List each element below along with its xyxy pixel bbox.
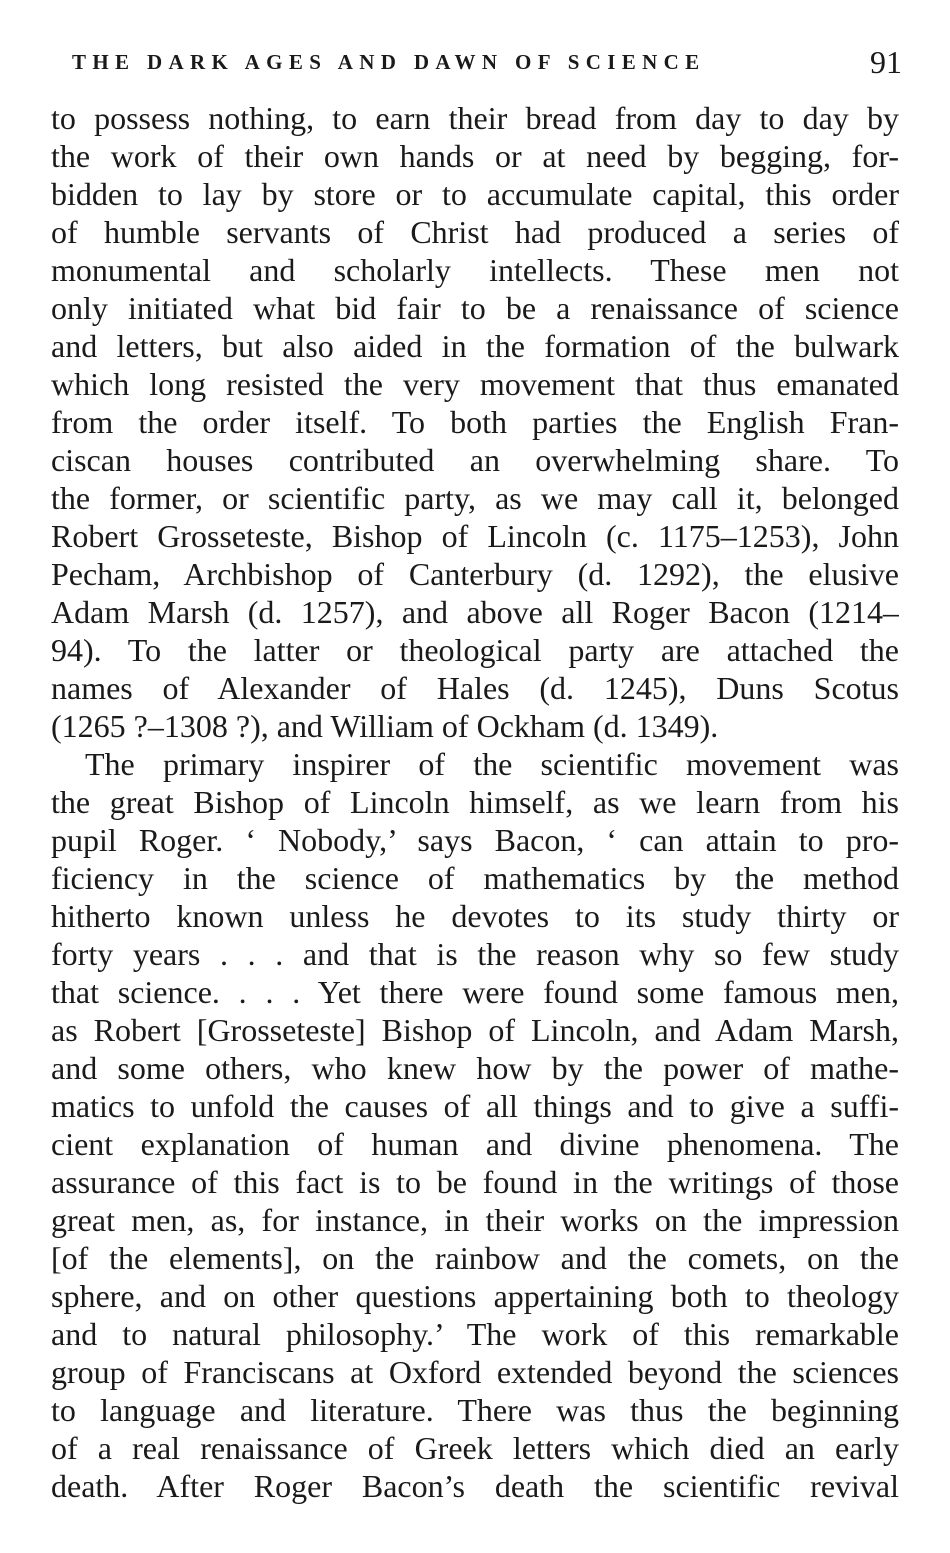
running-title: THE DARK AGES AND DAWN OF SCIENCE <box>72 50 706 74</box>
text-line: [of the elements], on the rainbow and the comets, on the <box>51 1240 899 1276</box>
text-line: Pecham, Archbishop of Canterbury (d. 1292), the elusive <box>51 556 899 592</box>
text-line: matics to unfold the causes of all things and to give a suffi- <box>51 1088 899 1124</box>
text-line: the former, or scientific party, as we may call it, belonged <box>51 480 899 516</box>
text-line: monumental and scholarly intellects. These men not <box>51 252 899 288</box>
body-text <box>51 99 899 1505</box>
text-line: Robert Grosseteste, Bishop of Lincoln (c. 1175–1253), John <box>51 518 899 554</box>
text-line: ciscan houses contributed an overwhelming share. To <box>51 442 899 478</box>
text-line: and some others, who knew how by the power of mathe- <box>51 1050 899 1086</box>
text-line: and to natural philosophy.’ The work of this remarkable <box>51 1316 899 1352</box>
text-line: cient explanation of human and divine phenomena. The <box>51 1126 899 1162</box>
text-line: the great Bishop of Lincoln himself, as we learn from his <box>51 784 899 820</box>
paragraph-2 <box>51 745 899 1505</box>
text-line: group of Franciscans at Oxford extended beyond the sciences <box>51 1354 899 1390</box>
text-line: and letters, but also aided in the formation of the bulwark <box>51 328 899 364</box>
paragraph-1 <box>51 99 899 745</box>
text-line: pupil Roger. ‘ Nobody,’ says Bacon, ‘ can attain to pro- <box>51 822 899 858</box>
text-line: of a real renaissance of Greek letters which died an early <box>51 1430 899 1466</box>
text-line: Adam Marsh (d. 1257), and above all Roger Bacon (1214– <box>51 594 899 630</box>
text-line: sphere, and on other questions appertaining both to theology <box>51 1278 899 1314</box>
text-line: to language and literature. There was thus the beginning <box>51 1392 899 1428</box>
text-line: hitherto known unless he devotes to its study thirty or <box>51 898 899 934</box>
text-line: to possess nothing, to earn their bread from day to day by <box>51 100 899 136</box>
text-line: (1265 ?–1308 ?), and William of Ockham (d. 1349). <box>51 708 719 744</box>
text-line: ficiency in the science of mathematics by the method <box>51 860 899 896</box>
page-number: 91 <box>870 44 902 80</box>
text-line: the work of their own hands or at need by begging, for- <box>51 138 899 174</box>
text-line: bidden to lay by store or to accumulate capital, this order <box>51 176 899 212</box>
text-line: as Robert [Grosseteste] Bishop of Lincoln, and Adam Marsh, <box>51 1012 899 1048</box>
text-line: forty years . . . and that is the reason why so few study <box>51 936 899 972</box>
text-line: only initiated what bid fair to be a renaissance of science <box>51 290 899 326</box>
text-line: of humble servants of Christ had produced a series of <box>51 214 899 250</box>
text-line: 94). To the latter or theological party are attached the <box>51 632 899 668</box>
text-line: assurance of this fact is to be found in the writings of those <box>51 1164 899 1200</box>
text-line: which long resisted the very movement that thus emanated <box>51 366 899 402</box>
text-line: great men, as, for instance, in their works on the impression <box>51 1202 899 1238</box>
text-line: death. After Roger Bacon’s death the scientific revival <box>51 1468 899 1504</box>
text-line: from the order itself. To both parties the English Fran- <box>51 404 899 440</box>
text-line: names of Alexander of Hales (d. 1245), Duns Scotus <box>51 670 899 706</box>
text-line: The primary inspirer of the scientific movement was <box>85 746 899 782</box>
text-line: that science. . . . Yet there were found some famous men, <box>51 974 899 1010</box>
running-head <box>72 44 902 80</box>
